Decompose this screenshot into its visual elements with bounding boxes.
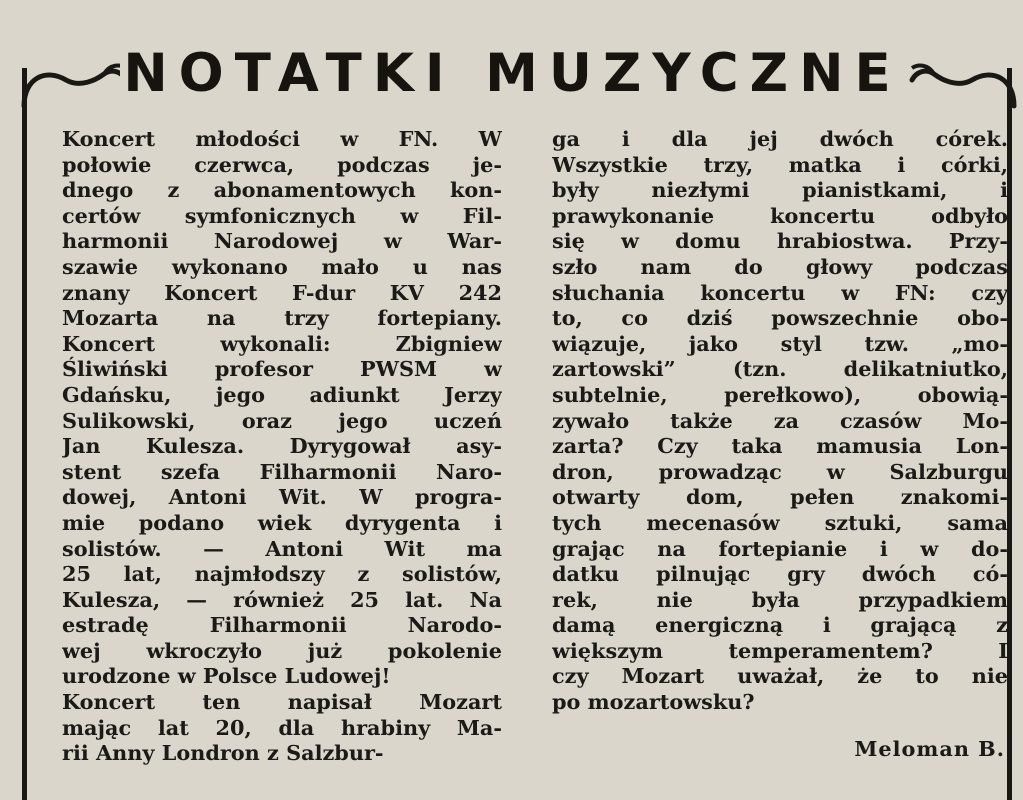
text-line: 25 lat, najmłodszy z solistów, bbox=[62, 561, 502, 587]
text-line: szło nam do głowy podczas bbox=[552, 253, 1008, 279]
text-line: stent szefa Filharmonii Naro- bbox=[62, 458, 502, 484]
text-line: ga i dla jej dwóch córek. bbox=[552, 126, 1008, 151]
text-line: słuchania koncertu w FN: czy bbox=[552, 279, 1008, 305]
text-line: połowie czerwca, podczas je- bbox=[62, 151, 502, 177]
text-line: mając lat 20, dla hrabiny Ma- bbox=[62, 714, 502, 740]
text-line: dnego z abonamentowych kon- bbox=[62, 177, 502, 203]
text-line: prawykonanie koncertu odbyło bbox=[552, 202, 1008, 228]
text-line: Jan Kulesza. Dyrygował asy- bbox=[62, 433, 502, 459]
text-line: zywało także za czasów Mo- bbox=[552, 407, 1008, 433]
text-line: grając na fortepianie i w do- bbox=[552, 535, 1008, 561]
text-line: damą energiczną i grającą z bbox=[552, 612, 1008, 638]
text-line: dowej, Antoni Wit. W progra- bbox=[62, 484, 502, 510]
text-line: rii Anny Londron z Salzbur- bbox=[62, 740, 384, 766]
text-line: znany Koncert F-dur KV 242 bbox=[62, 279, 502, 305]
text-line: zartowski” (tzn. delikatniutko, bbox=[552, 356, 1008, 382]
text-line: były niezłymi pianistkami, i bbox=[552, 177, 1008, 203]
text-line: Sulikowski, oraz jego uczeń bbox=[62, 407, 502, 433]
text-line: to, co dziś powszechnie obo- bbox=[552, 305, 1008, 331]
author-signature: Meloman B. bbox=[854, 736, 1005, 761]
text-line: po mozartowsku? bbox=[552, 689, 755, 715]
text-line: Kulesza, — również 25 lat. Na bbox=[62, 586, 502, 612]
article-title: NOTATKI MUZYCZNE bbox=[120, 42, 905, 106]
text-line: szawie wykonano mało u nas bbox=[62, 253, 502, 279]
text-line: certów symfonicznych w Fil- bbox=[62, 202, 502, 228]
text-line: zarta? Czy taka mamusia Lon- bbox=[552, 433, 1008, 459]
text-line: Koncert młodości w FN. W bbox=[62, 126, 502, 151]
text-line: się w domu hrabiostwa. Przy- bbox=[552, 228, 1008, 254]
text-line: Śliwiński profesor PWSM w bbox=[62, 356, 502, 382]
text-line: otwarty dom, pełen znakomi- bbox=[552, 484, 1008, 510]
text-line: urodzone w Polsce Ludowej! bbox=[62, 663, 391, 689]
text-line: solistów. — Antoni Wit ma bbox=[62, 535, 502, 561]
text-line: datku pilnując gry dwóch có- bbox=[552, 561, 1008, 587]
text-line: estradę Filharmonii Narodo- bbox=[62, 612, 502, 638]
text-line: mie podano wiek dyrygenta i bbox=[62, 509, 502, 535]
text-line: wej wkroczyło już pokolenie bbox=[62, 637, 502, 663]
text-line: tych mecenasów sztuki, sama bbox=[552, 509, 1008, 535]
text-line: Koncert wykonali: Zbigniew bbox=[62, 330, 502, 356]
article-body bbox=[62, 126, 1012, 766]
text-line: Mozarta na trzy fortepiany. bbox=[62, 305, 502, 331]
text-line: subtelnie, perełkowo), obowią- bbox=[552, 381, 1008, 407]
text-line: wiązuje, jako styl tzw. „mo- bbox=[552, 330, 1008, 356]
left-column bbox=[62, 126, 502, 766]
text-line: rek, nie była przypadkiem bbox=[552, 586, 1008, 612]
text-line: Wszystkie trzy, matka i córki, bbox=[552, 151, 1008, 177]
text-line: dron, prowadząc w Salzburgu bbox=[552, 458, 1008, 484]
text-line: harmonii Narodowej w War- bbox=[62, 228, 502, 254]
right-column bbox=[552, 126, 1008, 766]
text-line: czy Mozart uważał, że to nie bbox=[552, 663, 1008, 689]
text-line: Koncert ten napisał Mozart bbox=[62, 689, 502, 715]
text-line: większym temperamentem? I bbox=[552, 637, 1008, 663]
text-line: Gdańsku, jego adiunkt Jerzy bbox=[62, 381, 502, 407]
